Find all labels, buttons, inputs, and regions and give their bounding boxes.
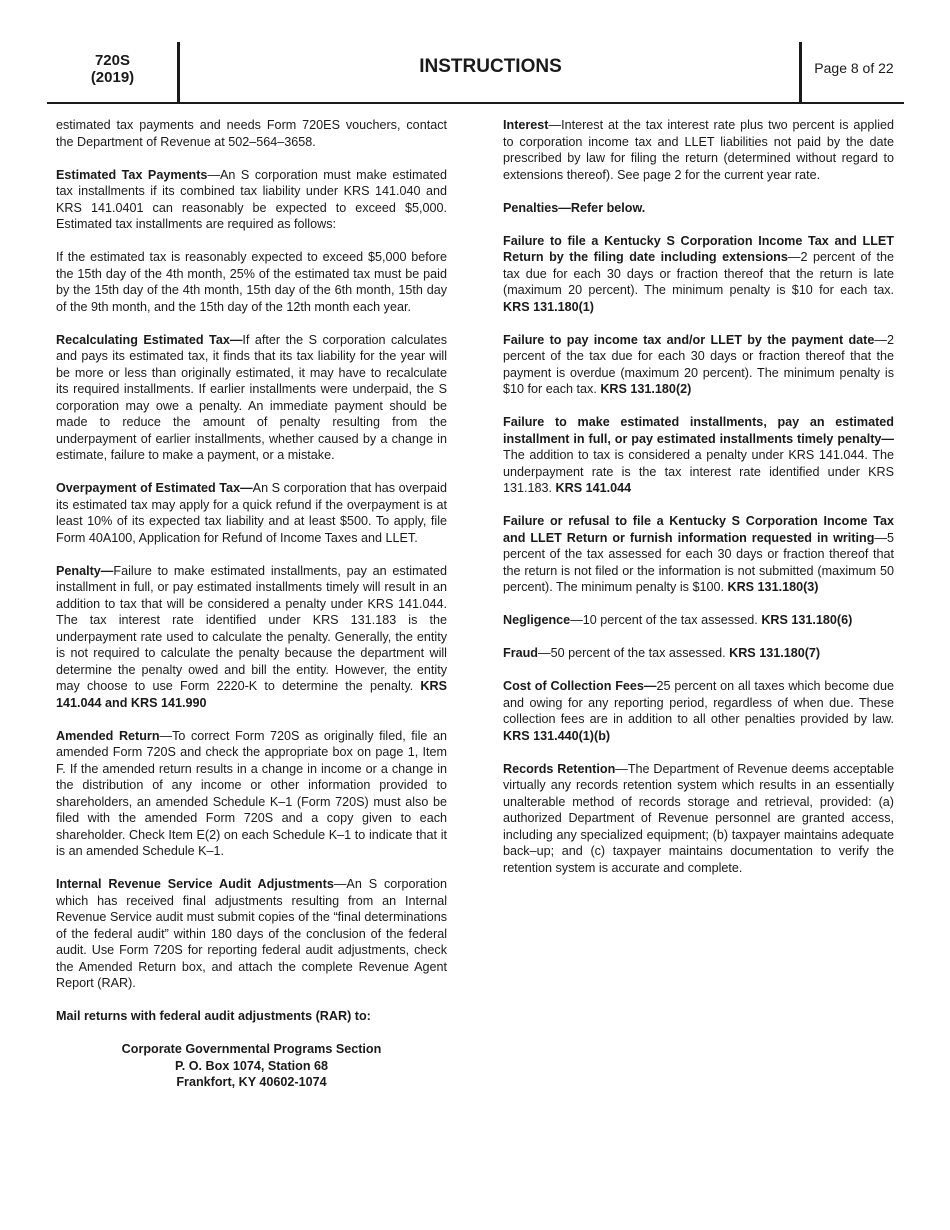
statute-reference: KRS 131.440(1)(b) xyxy=(503,728,611,743)
section-heading: Overpayment of Estimated Tax— xyxy=(56,481,253,495)
statute-reference: KRS 131.180(7) xyxy=(729,646,821,660)
penalties-heading: Penalties—Refer below. xyxy=(503,200,646,215)
section-heading: Failure to make estimated installments, pay an estimated installment in full, or pay estimated installments timely penalty— xyxy=(503,415,894,446)
estimated-installments-penalty-paragraph: Failure to make estimated installments, pay an estimated installment in full, or pay estimated installments timely penalty—The addition to tax is considered a penalty under KRS 141.044. The underpayment rate is the tax interest rate identified under KRS 131.183. KRS 141.044 xyxy=(503,415,894,495)
address-line: P. O. Box 1074, Station 68 xyxy=(174,1058,329,1073)
section-heading: Amended Return xyxy=(56,728,160,743)
left-column xyxy=(56,117,447,1091)
form-year: (2019) xyxy=(90,69,135,86)
header-divider-right xyxy=(799,42,802,102)
recalculating-estimated-tax-paragraph: Recalculating Estimated Tax—If after the S corporation calculates and pays its estimated tax, it finds that its tax liability for the year will be more or less than originally estimated, it may have to recalculate its required installments. If earlier installments were underpaid, the S corporation may owe a penalty. An immediate payment should be made to reduce the amount of penalty resulting from the underpayment of earlier installments, whether caused by a change in estimate, failure to make a payment, or a mistake. xyxy=(56,332,447,462)
statute-reference: KRS 141.044 and KRS 141.990 xyxy=(56,679,447,710)
estimated-tax-detail-paragraph: If the estimated tax is reasonably expected to exceed $5,000 before the 15th day of the 4th month, 25% of the estimated tax must be paid by the 15th day of the 4th month, 15th day of the 6th month, 15th day of the 9th month, and the 15th day of the 12th month each year. xyxy=(56,250,447,314)
interest-paragraph: Interest—Interest at the tax interest rate plus two percent is applied to corporation income tax and LLET liabilities not paid by the date prescribed by law for filing the return (determined without regard to extensions thereof). See page 2 for the current year rate. xyxy=(503,118,894,182)
address-line: Frankfort, KY 40602-1074 xyxy=(176,1075,327,1089)
mail-returns-heading: Mail returns with federal audit adjustments (RAR) to: xyxy=(56,1009,371,1023)
failure-to-pay-paragraph: Failure to pay income tax and/or LLET by the payment date—2 percent of the tax due for each 30 days or fraction thereof that the payment is overdue (maximum 20 percent). The minimum penalty is $10 for each tax. KRS 131.180(2) xyxy=(503,332,894,396)
statute-reference: KRS 141.044 xyxy=(555,481,632,495)
address-line: Corporate Governmental Programs Section xyxy=(121,1042,382,1056)
failure-to-furnish-paragraph: Failure or refusal to file a Kentucky S Corporation Income Tax and LLET Return or furnish information requested in writing—5 percent of the tax assessed for each 30 days or fraction thereof that the return is not filed or the information is not submitted (maximum 50 percent). The minimum penalty is $100. KRS 131.180(3) xyxy=(503,514,894,594)
statute-reference: KRS 131.180(1) xyxy=(503,299,595,314)
overpayment-paragraph: Overpayment of Estimated Tax—An S corporation that has overpaid its estimated tax may apply for a quick refund if the overpayment is at least 10% of its expected tax liability and at least $500. To apply, file Form 40A100, Application for Refund of Income Taxes and LLET. xyxy=(56,481,447,545)
section-heading: Negligence xyxy=(503,613,571,627)
amended-return-paragraph: Amended Return—To correct Form 720S as originally filed, file an amended Form 720S and check the appropriate box on page 1, Item F. If the amended return results in a change in income or a change in the distribution of any income or other information provided to shareholders, an amended Schedule K–1 (Form 720S) must also be filed with the amended Form 720S and a copy given to each shareholder. Check Item E(2) on each Schedule K–1 to indicate that it is an amended Schedule K–1. xyxy=(56,728,447,858)
section-heading: Failure to pay income tax and/or LLET by the payment date xyxy=(503,332,875,347)
mailing-address xyxy=(56,1041,447,1091)
page-header xyxy=(47,42,904,104)
negligence-paragraph: Negligence—10 percent of the tax assessed. KRS 131.180(6) xyxy=(503,613,853,627)
section-heading: Fraud xyxy=(503,646,538,660)
section-heading: Internal Revenue Service Audit Adjustments xyxy=(56,877,334,891)
irs-audit-adjustments-paragraph: Internal Revenue Service Audit Adjustments—An S corporation which has received final adjustments resulting from an Internal Revenue Service audit must submit copies of the “final determinations of the federal audit” within 180 days of the conclusion of the federal audit. Use Form 720S for reporting federal audit adjustments, check the Amended Return box, and attach the complete Revenue Agent Report (RAR). xyxy=(56,877,447,990)
records-retention-paragraph: Records Retention—The Department of Revenue deems acceptable virtually any records retention system which results in an essentially unalterable method of records storage and retrieval, provided: (a) authorized Department of Revenue personnel are granted access, including any specialized equipment; (b) taxpayer maintains adequate back–up; and (c) taxpayer maintains documentation to verify the retention system is accurate and complete. xyxy=(503,761,894,875)
penalty-paragraph: Penalty—Failure to make estimated installments, pay an estimated installment in full, or pay estimated installments timely will result in an addition to tax that will be considered a penalty under KRS 141.044. The tax interest rate identified under KRS 131.183 is the underpayment rate used to calculate the penalty. Generally, the entity is not required to calculate the penalty because the department will determine the penalty owed and bill the entity. However, the entity may choose to use Form 2220-K to determine the penalty. KRS 141.044 and KRS 141.990 xyxy=(56,563,447,710)
section-heading: Failure to file a Kentucky S Corporation Income Tax and LLET Return by the filing date including extensions xyxy=(503,233,894,264)
page-title: INSTRUCTIONS xyxy=(419,56,562,77)
estimated-tax-payments-paragraph: Estimated Tax Payments—An S corporation must make estimated tax installments if its combined tax liability under KRS 141.040 and KRS 141.0401 can reasonably be expected to exceed $5,000. Estimated tax installments are required as follows: xyxy=(56,167,447,231)
form-number: 720S xyxy=(94,52,131,69)
section-heading: Cost of Collection Fees— xyxy=(503,679,657,693)
failure-to-file-paragraph: Failure to file a Kentucky S Corporation Income Tax and LLET Return by the filing date including extensions—2 percent of the tax due for each 30 days or fraction thereof that the return is late (maximum 20 percent). The minimum penalty is $10 for each tax. KRS 131.180(1) xyxy=(503,233,894,314)
section-heading: Failure or refusal to file a Kentucky S Corporation Income Tax and LLET Return or furnish information requested in writing xyxy=(503,514,894,545)
right-column xyxy=(503,117,894,893)
intro-paragraph: estimated tax payments and needs Form 720ES vouchers, contact the Department of Revenue at 502–564–3658. xyxy=(56,118,447,149)
section-heading: Interest xyxy=(503,118,549,132)
cost-of-collection-paragraph: Cost of Collection Fees—25 percent on all taxes which become due and owing for any reporting period, regardless of when due. These collection fees are in addition to all other penalties provided by law. KRS 131.440(1)(b) xyxy=(503,679,894,743)
statute-reference: KRS 131.180(2) xyxy=(600,382,692,396)
section-heading: Records Retention xyxy=(503,761,616,776)
fraud-paragraph: Fraud—50 percent of the tax assessed. KRS 131.180(7) xyxy=(503,646,821,660)
page-number: Page 8 of 22 xyxy=(814,60,894,76)
form-id xyxy=(47,52,178,86)
section-heading: Estimated Tax Payments xyxy=(56,167,208,182)
statute-reference: KRS 131.180(3) xyxy=(727,580,819,594)
section-heading: Penalty— xyxy=(56,563,114,578)
statute-reference: KRS 131.180(6) xyxy=(761,613,853,627)
section-heading: Recalculating Estimated Tax— xyxy=(56,332,243,347)
